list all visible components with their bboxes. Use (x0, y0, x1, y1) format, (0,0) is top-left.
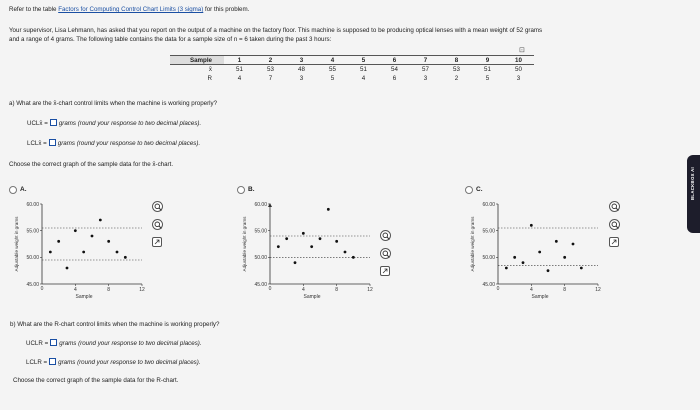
data-point (49, 251, 52, 254)
table-cell: 2 (255, 56, 286, 65)
ucl-x-label: UCLx̄ = (27, 120, 48, 127)
x-tick-label: 12 (367, 287, 373, 293)
x-axis-label: Sample (75, 294, 93, 300)
y-tick-label: 60.00 (254, 201, 267, 208)
table-cell: 9 (472, 56, 503, 65)
x-tick-label: 12 (595, 287, 601, 293)
lcl-x-hint: grams (round your response to two decimal places). (57, 140, 201, 147)
table-cell: 3 (299, 74, 304, 82)
data-point (319, 237, 322, 240)
data-point (82, 251, 85, 254)
x-tick-label: 0 (40, 286, 44, 292)
data-point (124, 256, 127, 259)
zoom-in-icon[interactable] (609, 201, 620, 212)
table-header-row (170, 56, 534, 65)
table-cell: 5 (330, 74, 335, 82)
option-c-label: C. (476, 186, 483, 193)
option-c-radio[interactable] (465, 186, 473, 194)
part-a-question: a) What are the x̄-chart control limits when the machine is working properly? (9, 100, 218, 107)
table-cell: 6 (379, 56, 410, 65)
data-point (66, 267, 69, 270)
intro-line-3: and a range of 4 grams. The following table contains the data for a sample size of n = 6 taken during the past 3 hours: (9, 36, 332, 43)
y-tick-label: 55.00 (26, 228, 39, 235)
data-point (572, 243, 575, 246)
data-point (74, 229, 77, 232)
table-cell: 4 (317, 56, 348, 65)
table-header-label: Sample (170, 56, 224, 65)
ucl-x-hint: grams (round your response to two decimal places). (58, 120, 202, 127)
table-row-label: x̄ (208, 65, 212, 73)
data-point (99, 219, 102, 222)
table-cell: 7 (410, 56, 441, 65)
data-point (522, 261, 525, 264)
table-cell: 51 (484, 65, 491, 73)
y-tick-label: 50.00 (482, 255, 495, 262)
table-cell: 8 (441, 56, 472, 65)
intro-text-end: for this problem. (203, 6, 250, 13)
table-cell: 51 (236, 65, 243, 73)
part-a-choose: Choose the correct graph of the sample data for the x̄-chart. (9, 161, 174, 168)
table-cell: 50 (515, 65, 522, 73)
data-point (352, 256, 355, 259)
data-point (530, 224, 533, 227)
zoom-in-icon[interactable] (380, 230, 391, 241)
table-row-label: R (207, 74, 212, 82)
x-tick-label: 4 (529, 287, 533, 293)
part-b-question: b) What are the R-chart control limits when the machine is working properly? (10, 321, 220, 328)
x-tick-label: 8 (107, 287, 111, 293)
table-cell: 5 (485, 74, 490, 82)
ucl-x-row (27, 119, 201, 127)
table-row-r (170, 74, 534, 83)
y-tick-label: 45.00 (26, 281, 39, 288)
expand-icon[interactable] (152, 237, 162, 247)
data-point (513, 256, 516, 259)
table-cell: 3 (516, 74, 521, 82)
expand-icon[interactable] (609, 237, 619, 247)
table-cell: 10 (503, 56, 534, 65)
data-point (327, 208, 330, 211)
data-point (505, 267, 508, 270)
table-cell: 48 (298, 65, 305, 73)
data-point (547, 269, 550, 272)
axis-arrow (268, 203, 272, 207)
sample-data-table (170, 55, 534, 83)
intro-line-2: Your supervisor, Lisa Lehmann, has asked that you report on the output of a machine on the factory floor. This machine is supposed to be producing optical lenses with a mean weight of 52 grams (9, 27, 543, 34)
ucl-r-label: UCLR = (26, 340, 49, 347)
y-tick-label: 45.00 (482, 281, 495, 288)
table-cell: 57 (422, 65, 429, 73)
ucl-r-row (26, 339, 202, 347)
data-point (91, 235, 94, 238)
y-axis-label: Adjustable weight in grams (242, 216, 247, 272)
data-point (344, 251, 347, 254)
expand-icon[interactable] (380, 266, 390, 276)
lcl-r-label: LCLR = (26, 359, 48, 366)
y-tick-label: 55.00 (482, 228, 495, 235)
table-cell: 53 (453, 65, 460, 73)
data-point (277, 245, 280, 248)
table-cell: 54 (391, 65, 398, 73)
x-tick-label: 0 (268, 286, 272, 292)
zoom-out-icon[interactable] (609, 219, 620, 230)
table-cell: 6 (392, 74, 397, 82)
x-axis-label: Sample (531, 294, 549, 300)
x-tick-label: 8 (335, 287, 339, 293)
table-cell: 55 (329, 65, 336, 73)
lcl-r-row (26, 358, 201, 366)
table-cell: 3 (423, 74, 428, 82)
data-point (580, 267, 583, 270)
table-cell: 7 (268, 74, 273, 82)
blackbox-ai-tab[interactable] (687, 155, 700, 233)
data-point (116, 251, 119, 254)
ucl-x-input[interactable] (50, 119, 57, 126)
zoom-out-icon[interactable] (152, 219, 163, 230)
ucl-r-hint: grams (round your response to two decimal places). (59, 340, 202, 347)
data-point (107, 240, 110, 243)
data-point (302, 232, 305, 235)
option-b-label: B. (248, 186, 255, 193)
lcl-r-hint: grams (round your response to two decimal places). (58, 359, 201, 366)
table-copy-icon[interactable]: ⊡ (519, 47, 525, 54)
table-row-xbar (170, 65, 534, 74)
ucl-r-input[interactable] (50, 339, 57, 346)
y-tick-label: 60.00 (482, 201, 495, 208)
option-a-radio[interactable] (9, 186, 17, 194)
factors-table-link[interactable]: Factors for Computing Control Chart Limits (3 sigma) (58, 6, 204, 13)
part-b-choose: Choose the correct graph of the sample data for the R-chart. (13, 377, 179, 384)
lcl-r-input[interactable] (49, 358, 56, 365)
data-point (335, 240, 338, 243)
y-tick-label: 60.00 (26, 201, 39, 208)
intro-text: Refer to the table (9, 6, 59, 13)
table-cell: 5 (348, 56, 379, 65)
x-tick-label: 4 (301, 287, 305, 293)
data-point (294, 261, 297, 264)
table-cell: 2 (454, 74, 459, 82)
table-cell: 4 (361, 74, 366, 82)
chart-option-a (12, 196, 157, 302)
table-cell: 1 (224, 56, 255, 65)
table-cell: 4 (237, 74, 242, 82)
chart-option-c (468, 196, 613, 302)
data-point (285, 237, 288, 240)
y-tick-label: 50.00 (254, 255, 267, 262)
x-tick-label: 12 (139, 287, 145, 293)
intro-line-1 (9, 6, 249, 13)
chart-option-b (240, 196, 385, 302)
y-tick-label: 45.00 (254, 281, 267, 288)
table-cell: 53 (267, 65, 274, 73)
blackbox-ai-label: BLACKBOX AI (690, 167, 695, 200)
lcl-x-row (27, 139, 200, 147)
y-tick-label: 55.00 (254, 228, 267, 235)
x-axis-label: Sample (303, 294, 321, 300)
lcl-x-label: LCLx̄ = (27, 140, 47, 147)
data-point (538, 251, 541, 254)
zoom-out-icon[interactable] (380, 248, 391, 259)
option-a-label: A. (20, 186, 27, 193)
y-tick-label: 50.00 (26, 255, 39, 262)
x-tick-label: 0 (496, 286, 500, 292)
data-point (57, 240, 60, 243)
data-point (563, 256, 566, 259)
x-tick-label: 4 (73, 287, 77, 293)
zoom-in-icon[interactable] (152, 201, 163, 212)
x-tick-label: 8 (563, 287, 567, 293)
option-b-radio[interactable] (237, 186, 245, 194)
lcl-x-input[interactable] (49, 139, 56, 146)
data-point (310, 245, 313, 248)
y-axis-label: Adjustable weight in grams (14, 216, 19, 272)
table-cell: 51 (360, 65, 367, 73)
table-cell: 3 (286, 56, 317, 65)
y-axis-label: Adjustable weight in grams (470, 216, 475, 272)
data-point (555, 240, 558, 243)
